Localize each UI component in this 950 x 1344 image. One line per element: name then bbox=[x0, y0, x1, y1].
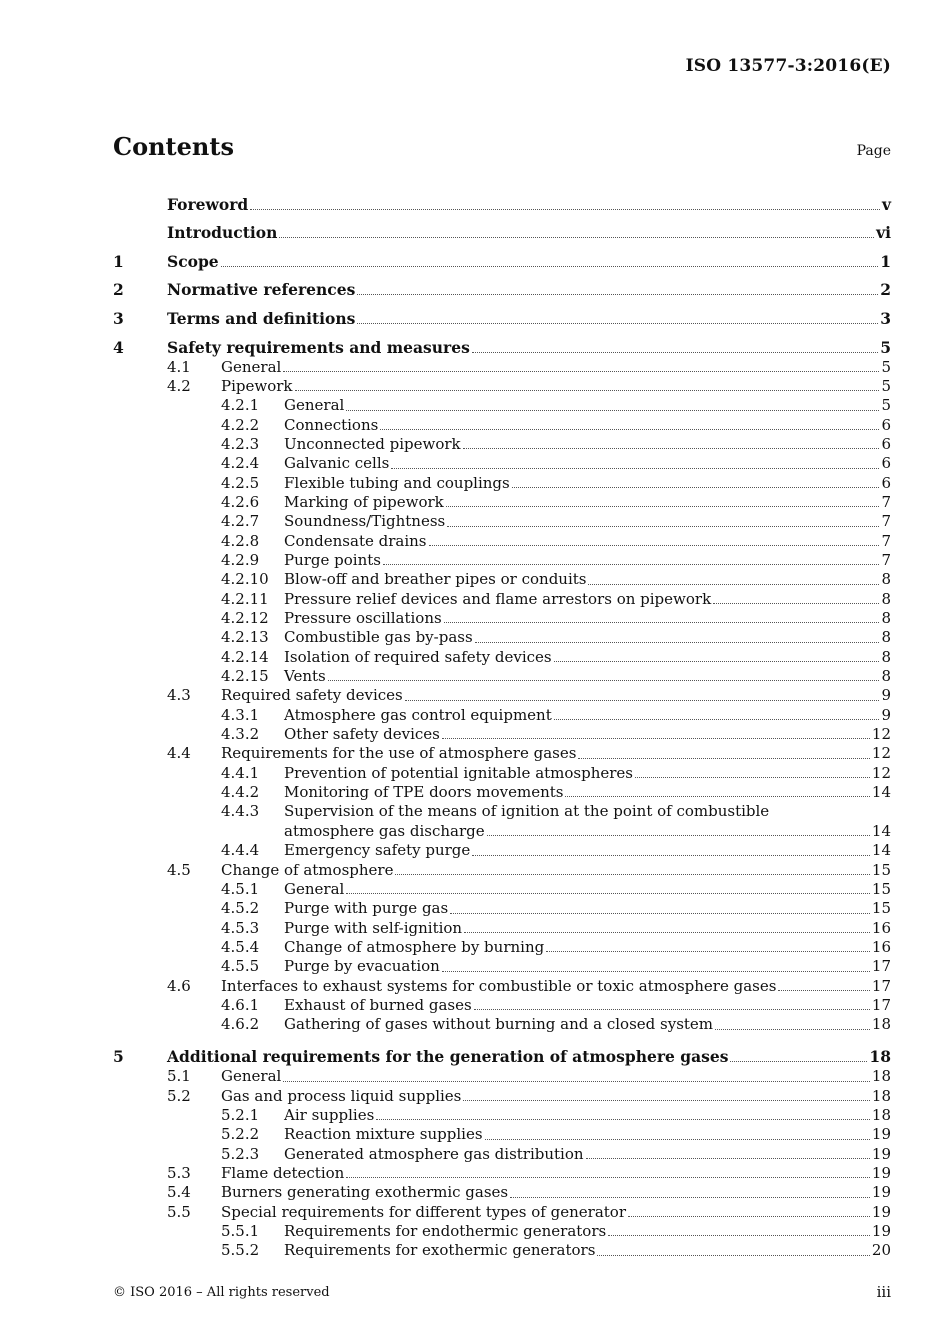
toc-entry-continuation[interactable] bbox=[113, 822, 891, 841]
dot-leader bbox=[447, 526, 879, 527]
toc-entry-number: 5.2.1 bbox=[221, 1105, 260, 1124]
toc-entry[interactable] bbox=[113, 551, 891, 570]
toc-entry-number: 4.4.2 bbox=[221, 783, 260, 802]
toc-entry-number: 4.2.6 bbox=[221, 492, 260, 511]
dot-leader bbox=[395, 874, 869, 875]
toc-entry-page: 5 bbox=[881, 357, 891, 376]
toc-entry-title: Purge with purge gas bbox=[284, 899, 449, 918]
toc-entry-page: 18 bbox=[871, 1067, 891, 1086]
copyright-footer: © ISO 2016 – All rights reserved bbox=[113, 1285, 330, 1300]
toc-entry-page: 19 bbox=[871, 1183, 891, 1202]
dot-leader bbox=[487, 835, 870, 836]
dot-leader bbox=[250, 209, 880, 210]
toc-entry-title: Change of atmosphere by burning bbox=[284, 937, 545, 956]
toc-entry-page: 5 bbox=[881, 396, 891, 415]
toc-entry[interactable] bbox=[113, 706, 891, 725]
toc-entry[interactable] bbox=[113, 899, 891, 918]
toc-entry-title: Required safety devices bbox=[221, 686, 403, 705]
toc-entry-page: 8 bbox=[881, 628, 891, 647]
toc-entry-title: Connections bbox=[284, 415, 379, 434]
toc-entry[interactable] bbox=[113, 493, 891, 512]
dot-leader bbox=[442, 738, 870, 739]
toc-entry-title: Unconnected pipework bbox=[284, 434, 461, 453]
dot-leader bbox=[283, 1081, 870, 1082]
toc-entry-title: Special requirements for different types of generator bbox=[221, 1202, 626, 1221]
toc-entry-number: 4.4.4 bbox=[221, 841, 260, 860]
toc-entry-title: Monitoring of TPE doors movements bbox=[284, 783, 564, 802]
toc-entry-title: Purge by evacuation bbox=[284, 957, 440, 976]
dot-leader bbox=[346, 893, 870, 894]
dot-leader bbox=[450, 913, 870, 914]
toc-entry-page: 14 bbox=[871, 783, 891, 802]
dot-leader bbox=[713, 603, 879, 604]
toc-entry-title: Terms and definitions bbox=[167, 308, 356, 328]
toc-entry-page: 9 bbox=[881, 705, 891, 724]
toc-entry-title: Additional requirements for the generation of atmosphere gases bbox=[167, 1047, 729, 1067]
toc-entry-number: 5.1 bbox=[167, 1067, 191, 1086]
toc-entry-page: 15 bbox=[871, 879, 891, 898]
dot-leader bbox=[346, 410, 879, 411]
toc-entry-number: 1 bbox=[113, 251, 124, 271]
toc-entry-title: Introduction bbox=[167, 223, 278, 243]
toc-entry-page: 8 bbox=[881, 589, 891, 608]
toc-entry-title: Generated atmosphere gas distribution bbox=[284, 1144, 584, 1163]
toc-entry[interactable] bbox=[113, 300, 891, 329]
toc-entry-number: 4.4.1 bbox=[221, 763, 260, 782]
toc-entry-title: Change of atmosphere bbox=[221, 860, 394, 879]
toc-entry-number: 5.5.2 bbox=[221, 1241, 260, 1260]
toc-entry-title: Emergency safety purge bbox=[284, 841, 471, 860]
toc-entry-number: 4.2.1 bbox=[221, 396, 260, 415]
dot-leader bbox=[597, 1255, 870, 1256]
toc-entry-number: 4.6 bbox=[167, 976, 191, 995]
toc-entry[interactable] bbox=[113, 648, 891, 667]
dot-leader bbox=[376, 1119, 870, 1120]
toc-entry-number: 4.5.5 bbox=[221, 957, 260, 976]
toc-entry-title: Safety requirements and measures bbox=[167, 337, 470, 357]
toc-entry-title: Pressure oscillations bbox=[284, 609, 442, 628]
toc-entry[interactable] bbox=[113, 744, 891, 763]
toc-entry-title: Requirements for exothermic generators bbox=[284, 1241, 596, 1260]
dot-leader bbox=[554, 661, 880, 662]
page-column-label: Page bbox=[856, 143, 891, 159]
dot-leader bbox=[442, 971, 870, 972]
dot-leader bbox=[444, 622, 880, 623]
toc-entry-number: 2 bbox=[113, 280, 124, 300]
toc-entry[interactable] bbox=[113, 590, 891, 609]
toc-entry[interactable] bbox=[113, 1015, 891, 1034]
toc-entry-page: 19 bbox=[871, 1202, 891, 1221]
dot-leader bbox=[578, 758, 869, 759]
toc-entry-number: 5.2 bbox=[167, 1086, 191, 1105]
toc-entry-title: Requirements for the use of atmosphere gases bbox=[221, 744, 577, 763]
dot-leader bbox=[475, 642, 880, 643]
toc-entry-number: 4.5 bbox=[167, 860, 191, 879]
toc-entry-title: Pressure relief devices and flame arrestors on pipework bbox=[284, 589, 712, 608]
toc-entry-page: 1 bbox=[880, 251, 891, 271]
toc-entry-number: 4.3 bbox=[167, 686, 191, 705]
dot-leader bbox=[279, 237, 874, 238]
toc-entry-page: 7 bbox=[881, 492, 891, 511]
dot-leader bbox=[778, 990, 869, 991]
dot-leader bbox=[586, 1158, 870, 1159]
toc-entry-page: 18 bbox=[871, 1105, 891, 1124]
toc-entry-number: 4.2.13 bbox=[221, 628, 269, 647]
toc-entry-page: 19 bbox=[871, 1163, 891, 1182]
toc-entry-page: 3 bbox=[880, 308, 891, 328]
toc-entry-title: Combustible gas by-pass bbox=[284, 628, 473, 647]
dot-leader bbox=[588, 584, 879, 585]
toc-entry-number: 4.2.14 bbox=[221, 647, 269, 666]
toc-entry[interactable] bbox=[113, 1039, 891, 1068]
toc-entry[interactable] bbox=[113, 215, 891, 244]
toc-entry-title: Marking of pipework bbox=[284, 492, 444, 511]
toc-entry-number: 4.2.5 bbox=[221, 473, 260, 492]
dot-leader bbox=[357, 294, 878, 295]
toc-entry-number: 5.4 bbox=[167, 1183, 191, 1202]
toc-entry-number: 4 bbox=[113, 337, 124, 357]
toc-entry-page: 19 bbox=[871, 1125, 891, 1144]
toc-entry-title-continued: atmosphere gas discharge bbox=[284, 821, 485, 840]
toc-entry[interactable] bbox=[113, 783, 891, 802]
dot-leader bbox=[295, 390, 880, 391]
dot-leader bbox=[472, 352, 878, 353]
toc-entry[interactable] bbox=[113, 880, 891, 899]
dot-leader bbox=[346, 1177, 870, 1178]
toc-entry-number: 4.4.3 bbox=[221, 802, 260, 821]
toc-entry-page: 9 bbox=[881, 686, 891, 705]
toc-entry[interactable] bbox=[113, 1087, 891, 1106]
toc-entry[interactable] bbox=[113, 628, 891, 647]
toc-entry[interactable] bbox=[113, 861, 891, 880]
toc-entry-page: 16 bbox=[871, 918, 891, 937]
dot-leader bbox=[429, 545, 880, 546]
toc-entry[interactable] bbox=[113, 1183, 891, 1202]
dot-leader bbox=[221, 266, 879, 267]
toc-entry-page: 8 bbox=[881, 647, 891, 666]
toc-entry-number: 4.5.2 bbox=[221, 899, 260, 918]
dot-leader bbox=[446, 506, 880, 507]
toc-entry-title: Normative references bbox=[167, 280, 356, 300]
toc-entry-number: 4.2.8 bbox=[221, 531, 260, 550]
dot-leader bbox=[464, 932, 870, 933]
toc-entry[interactable] bbox=[113, 919, 891, 938]
toc-entry-title: General bbox=[221, 1067, 282, 1086]
toc-entry[interactable] bbox=[113, 1106, 891, 1125]
toc-entry-number: 5.5.1 bbox=[221, 1221, 260, 1240]
toc-entry-title: Atmosphere gas control equipment bbox=[284, 705, 552, 724]
dot-leader bbox=[474, 1009, 870, 1010]
toc-entry-page: 20 bbox=[871, 1241, 891, 1260]
dot-leader bbox=[715, 1029, 870, 1030]
dot-leader bbox=[485, 1139, 870, 1140]
toc-entry-page: 8 bbox=[881, 667, 891, 686]
toc-entry[interactable] bbox=[113, 474, 891, 493]
toc-entry[interactable] bbox=[113, 802, 891, 821]
toc-entry[interactable] bbox=[113, 329, 891, 358]
toc-entry-title: Air supplies bbox=[284, 1105, 375, 1124]
toc-entry-title: Exhaust of burned gases bbox=[284, 995, 472, 1014]
toc-entry-title: Soundness/Tightness bbox=[284, 512, 446, 531]
toc-entry[interactable] bbox=[113, 667, 891, 686]
dot-leader bbox=[628, 1216, 870, 1217]
toc-entry-title: Prevention of potential ignitable atmospheres bbox=[284, 763, 633, 782]
dot-leader bbox=[463, 1100, 870, 1101]
toc-entry-page: 7 bbox=[881, 512, 891, 531]
toc-entry-title: Purge with self-ignition bbox=[284, 918, 463, 937]
toc-entry-page: 5 bbox=[881, 376, 891, 395]
toc-entry-page: v bbox=[881, 194, 891, 214]
toc-entry-page: 16 bbox=[871, 937, 891, 956]
toc-entry[interactable] bbox=[113, 841, 891, 860]
toc-entry[interactable] bbox=[113, 454, 891, 473]
toc-entry-title: Burners generating exothermic gases bbox=[221, 1183, 509, 1202]
dot-leader bbox=[391, 468, 879, 469]
toc-entry[interactable] bbox=[113, 686, 891, 705]
toc-entry-page: 6 bbox=[881, 434, 891, 453]
toc-entry-number: 4.2.3 bbox=[221, 434, 260, 453]
toc-entry-number: 4.2.9 bbox=[221, 551, 260, 569]
toc-entry[interactable] bbox=[113, 996, 891, 1015]
toc-entry-page: 6 bbox=[881, 454, 891, 473]
toc-entry-title: General bbox=[284, 396, 345, 415]
toc-entry[interactable] bbox=[113, 1067, 891, 1086]
footer-page-number: iii bbox=[876, 1283, 891, 1301]
toc-entry[interactable] bbox=[113, 532, 891, 551]
toc-entry-number: 4.3.1 bbox=[221, 705, 260, 724]
toc-entry-page: 17 bbox=[871, 995, 891, 1014]
dot-leader bbox=[608, 1235, 870, 1236]
toc-entry-number: 4.6.1 bbox=[221, 995, 260, 1014]
toc-entry-number: 4.2.11 bbox=[221, 589, 269, 608]
toc-entry-number: 4.2 bbox=[167, 376, 191, 395]
toc-entry-page: 18 bbox=[869, 1047, 891, 1067]
dot-leader bbox=[730, 1061, 867, 1062]
toc-entry-number: 4.5.1 bbox=[221, 879, 260, 898]
toc-entry-page: 15 bbox=[871, 899, 891, 918]
toc-entry-number: 5.5 bbox=[167, 1202, 191, 1221]
toc-entry-title: General bbox=[284, 879, 345, 898]
toc-entry[interactable] bbox=[113, 957, 891, 976]
toc-entry-page: 12 bbox=[871, 725, 891, 744]
toc-entry-number: 4.2.10 bbox=[221, 570, 269, 589]
toc-entry-number: 5.2.3 bbox=[221, 1144, 260, 1163]
toc-entry-number: 4.2.2 bbox=[221, 415, 260, 434]
toc-entry-title: Gathering of gases without burning and a closed system bbox=[284, 1015, 714, 1034]
dot-leader bbox=[380, 429, 879, 430]
toc-entry-page: 7 bbox=[881, 531, 891, 550]
toc-entry-title: Foreword bbox=[167, 194, 249, 214]
toc-entry-page: 19 bbox=[871, 1144, 891, 1163]
toc-entry-title: Interfaces to exhaust systems for combustible or toxic atmosphere gases bbox=[221, 976, 777, 995]
dot-leader bbox=[472, 855, 870, 856]
toc-entry-page: 19 bbox=[871, 1221, 891, 1240]
toc-entry-title: Galvanic cells bbox=[284, 454, 390, 473]
toc-entry-number: 4.3.2 bbox=[221, 725, 260, 744]
dot-leader bbox=[512, 487, 880, 488]
toc-entry-title: Flame detection bbox=[221, 1163, 345, 1182]
toc-entry-page: 14 bbox=[871, 841, 891, 860]
toc-entry[interactable] bbox=[113, 1164, 891, 1183]
toc-entry-page: vi bbox=[876, 223, 891, 243]
toc-entry-title: Scope bbox=[167, 251, 219, 271]
toc-entry-page: 8 bbox=[881, 609, 891, 628]
dot-leader bbox=[463, 448, 880, 449]
toc-entry-number: 4.2.12 bbox=[221, 609, 269, 628]
toc-entry[interactable] bbox=[113, 1241, 891, 1260]
dot-leader bbox=[565, 796, 869, 797]
toc-entry-number: 4.2.4 bbox=[221, 454, 260, 473]
toc-entry[interactable] bbox=[113, 977, 891, 996]
dot-leader bbox=[383, 564, 879, 565]
table-of-contents bbox=[113, 186, 891, 1261]
toc-entry-number: 5.3 bbox=[167, 1163, 191, 1182]
toc-entry-title: Other safety devices bbox=[284, 725, 440, 744]
dot-leader bbox=[546, 951, 870, 952]
toc-entry-title: Pipework bbox=[221, 376, 293, 395]
toc-entry-page: 6 bbox=[881, 415, 891, 434]
dot-leader bbox=[328, 680, 880, 681]
document-id: ISO 13577-3:2016(E) bbox=[685, 56, 891, 76]
toc-entry[interactable] bbox=[113, 1203, 891, 1222]
toc-entry[interactable] bbox=[113, 1145, 891, 1164]
toc-entry-page: 17 bbox=[871, 957, 891, 976]
toc-entry-title: Condensate drains bbox=[284, 531, 427, 550]
toc-entry[interactable] bbox=[113, 512, 891, 531]
toc-entry-page: 17 bbox=[871, 976, 891, 995]
toc-entry-title: Vents bbox=[284, 667, 326, 686]
dot-leader bbox=[554, 719, 880, 720]
toc-entry-page: 15 bbox=[871, 860, 891, 879]
toc-entry-page: 18 bbox=[871, 1015, 891, 1034]
toc-entry-number: 4.4 bbox=[167, 744, 191, 763]
toc-entry[interactable] bbox=[113, 272, 891, 301]
toc-entry-page: 5 bbox=[880, 337, 891, 357]
toc-entry-number: 4.5.4 bbox=[221, 937, 260, 956]
toc-entry-number: 5 bbox=[113, 1047, 124, 1067]
dot-leader bbox=[283, 371, 879, 372]
toc-entry-title: Reaction mixture supplies bbox=[284, 1125, 483, 1144]
toc-entry[interactable] bbox=[113, 1222, 891, 1241]
toc-entry-title: General bbox=[221, 357, 282, 376]
toc-entry[interactable] bbox=[113, 377, 891, 396]
dot-leader bbox=[405, 700, 880, 701]
toc-entry[interactable] bbox=[113, 435, 891, 454]
toc-entry[interactable] bbox=[113, 1125, 891, 1144]
toc-entry-title: Supervision of the means of ignition at the point of combustible bbox=[284, 802, 770, 821]
dot-leader bbox=[635, 777, 870, 778]
toc-entry[interactable] bbox=[113, 609, 891, 628]
toc-entry-page: 18 bbox=[871, 1086, 891, 1105]
toc-entry-number: 4.5.3 bbox=[221, 918, 260, 937]
toc-entry-number: 4.6.2 bbox=[221, 1015, 260, 1034]
toc-entry-page: 6 bbox=[881, 473, 891, 492]
toc-entry-page: 14 bbox=[871, 821, 891, 840]
toc-entry-page: 7 bbox=[881, 551, 891, 569]
toc-entry-title: Purge points bbox=[284, 551, 381, 569]
toc-entry-page: 12 bbox=[871, 744, 891, 763]
toc-entry-title: Blow-off and breather pipes or conduits bbox=[284, 570, 587, 589]
toc-entry-title: Isolation of required safety devices bbox=[284, 647, 552, 666]
contents-heading: Contents bbox=[113, 132, 234, 161]
toc-entry-title: Flexible tubing and couplings bbox=[284, 473, 510, 492]
toc-entry-page: 2 bbox=[880, 280, 891, 300]
toc-entry-number: 4.1 bbox=[167, 357, 191, 376]
toc-entry[interactable] bbox=[113, 396, 891, 415]
toc-entry[interactable] bbox=[113, 938, 891, 957]
toc-entry-number: 4.2.15 bbox=[221, 667, 269, 686]
toc-entry[interactable] bbox=[113, 358, 891, 377]
toc-entry[interactable] bbox=[113, 764, 891, 783]
dot-leader bbox=[510, 1197, 870, 1198]
toc-entry-page: 12 bbox=[871, 763, 891, 782]
toc-entry[interactable] bbox=[113, 243, 891, 272]
toc-entry-number: 5.2.2 bbox=[221, 1125, 260, 1144]
toc-entry[interactable] bbox=[113, 725, 891, 744]
toc-entry-title: Gas and process liquid supplies bbox=[221, 1086, 462, 1105]
toc-entry-number: 4.2.7 bbox=[221, 512, 260, 531]
toc-entry[interactable] bbox=[113, 570, 891, 589]
toc-entry-title: Requirements for endothermic generators bbox=[284, 1221, 607, 1240]
toc-entry[interactable] bbox=[113, 416, 891, 435]
toc-entry-number: 3 bbox=[113, 308, 124, 328]
toc-entry-page: 8 bbox=[881, 570, 891, 589]
dot-leader bbox=[357, 323, 878, 324]
toc-entry[interactable] bbox=[113, 186, 891, 215]
